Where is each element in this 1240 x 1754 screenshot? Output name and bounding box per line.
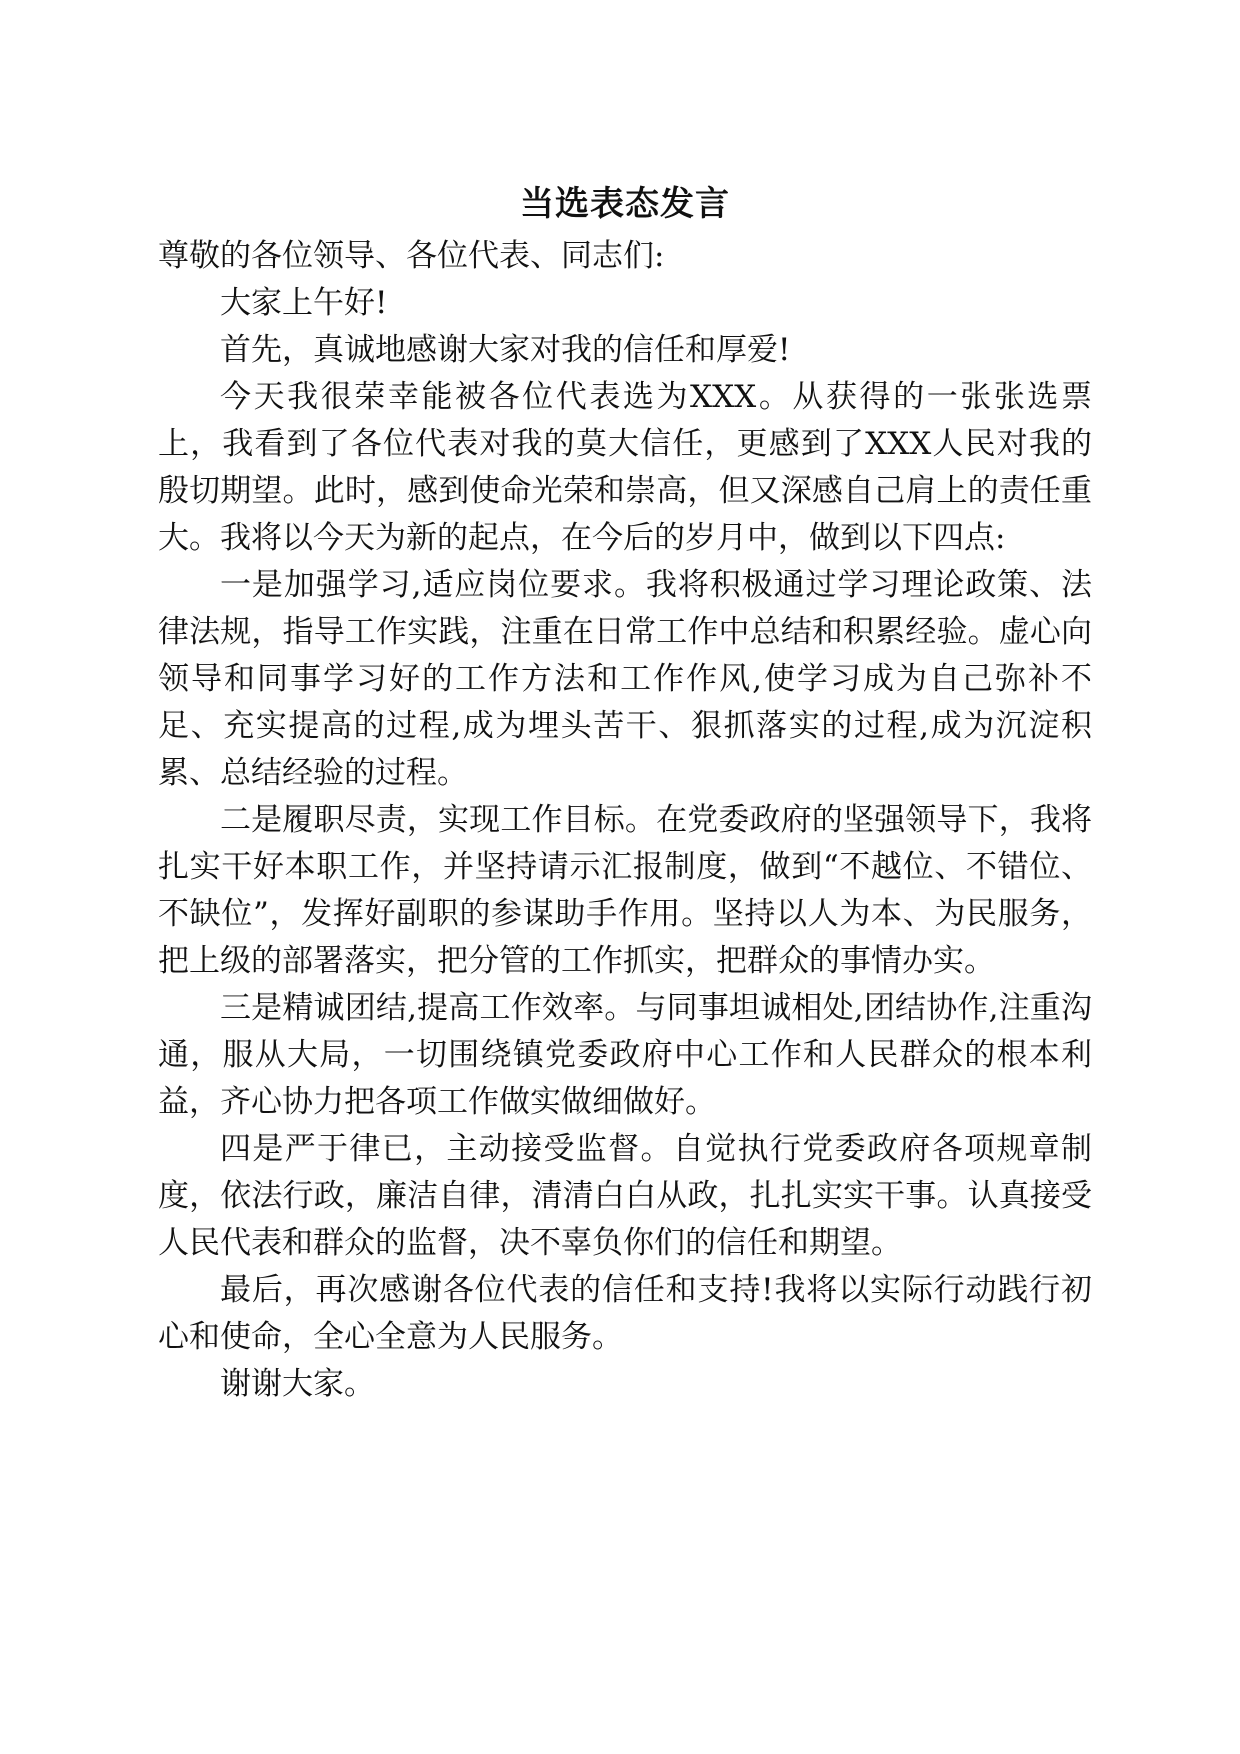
salutation: 尊敬的各位领导、各位代表、同志们: [158,238,665,274]
paragraph-point-one: 一是加强学习,适应岗位要求。我将积极通过学习理论政策、法律法规，指导工作实践，注重在日常工作中总结和积累经验。虚心向领导和同事学习好的工作方法和工作作风,使学习成为自己弥补不足、充实提高的过程,成为埋头苦干、狠抓落实的过程,成为沉淀积累、总结经验的过程。 [158,567,1092,791]
document-page [158,180,1092,1408]
paragraph-thanks: 首先，真诚地感谢大家对我的信任和厚爱! [220,332,791,368]
paragraph-point-three: 三是精诚团结,提高工作效率。与同事坦诚相处,团结协作,注重沟通，服从大局，一切围绕镇党委政府中心工作和人民群众的根本利益，齐心协力把各项工作做实做细做好。 [158,990,1092,1120]
paragraph-closing: 最后，再次感谢各位代表的信任和支持!我将以实际行动践行初心和使命，全心全意为人民服务。 [158,1272,1092,1355]
paragraph-greeting: 大家上午好! [220,285,388,321]
paragraph-point-four: 四是严于律已，主动接受监督。自觉执行党委政府各项规章制度，依法行政，廉洁自律，清清白白从政，扎扎实实干事。认真接受人民代表和群众的监督，决不辜负你们的信任和期望。 [158,1131,1092,1261]
paragraph-point-two: 二是履职尽责，实现工作目标。在党委政府的坚强领导下，我将扎实干好本职工作，并坚持请示汇报制度，做到“不越位、不错位、不缺位”，发挥好副职的参谋助手作用。坚持以人为本、为民服务，把上级的部署落实，把分管的工作抓实，把群众的事情办实。 [158,802,1092,979]
document-title: 当选表态发言 [520,184,730,224]
paragraph-thank-you: 谢谢大家。 [220,1366,375,1402]
paragraph-intro: 今天我很荣幸能被各位代表选为XXX。从获得的一张张选票上，我看到了各位代表对我的莫大信任，更感到了XXX人民对我的殷切期望。此时，感到使命光荣和崇高，但又深感自己肩上的责任重大。我将以今天为新的起点，在今后的岁月中，做到以下四点: [158,379,1092,556]
